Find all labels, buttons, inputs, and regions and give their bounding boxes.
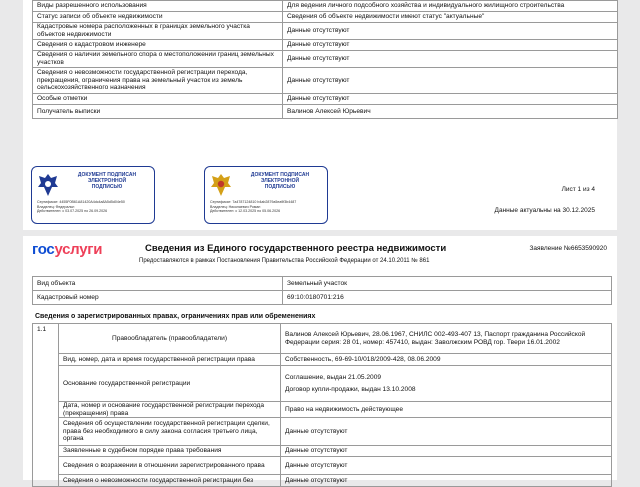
info-row xyxy=(33,12,618,23)
row-label: Дата, номер и основание государственной регистрации перехода (прекращения) права xyxy=(59,402,281,418)
row-value: Данные отсутствуют xyxy=(283,23,618,40)
value-line: Данные отсутствуют xyxy=(285,476,348,484)
gosuslugi-logo: госуслуги xyxy=(32,241,103,258)
value-line: Данные отсутствуют xyxy=(285,427,348,435)
statement-page-2 xyxy=(23,236,617,484)
row-label: Сведения об осуществлении государственной регистрации сделки, права без необходимого в силу закона согласия третьего лица, органа xyxy=(59,418,281,446)
legal-basis-note: Предоставляются в рамках Постановления Правительства Российской Федерации от 24.10.2011 № 861 xyxy=(139,258,430,264)
row-value: Земельный участок xyxy=(283,277,612,291)
row-label: Кадастровый номер xyxy=(33,291,283,305)
object-info-table xyxy=(32,276,612,305)
row-value xyxy=(281,418,612,446)
row-value: 69:10:0180701:216 xyxy=(283,291,612,305)
value-line: Данные отсутствуют xyxy=(285,447,348,455)
row-label: Получатель выписки xyxy=(33,105,283,119)
certificate-details: Сертификат: 7a4787124810 b4ab2879a5ea9f3b4487 Владелец: Николаевич Роман Действителен: с 12.03.2025 по 05.06.2026 xyxy=(210,200,297,214)
statement-page-1 xyxy=(23,0,617,230)
rights-section-heading: Сведения о зарегистрированных правах, ограничениях прав или обременениях xyxy=(35,313,316,320)
rights-row xyxy=(33,366,612,402)
row-value xyxy=(281,354,612,366)
row-value xyxy=(281,446,612,457)
rights-row xyxy=(33,457,612,475)
info-row xyxy=(33,68,618,94)
row-value: Данные отсутствуют xyxy=(283,51,618,68)
info-row xyxy=(33,23,618,40)
info-row xyxy=(33,1,618,12)
object-row xyxy=(33,291,612,305)
row-label: Основание государственной регистрации xyxy=(59,366,281,402)
e-signature-stamp-2: ДОКУМЕНТ ПОДПИСАН ЭЛЕКТРОННОЙ ПОДПИСЬЮ Сертификат: 7a4787124810 b4ab2879a5ea9f3b4487 Владелец: Николаевич Роман Действителен: с 12.03.2025 по 05.06.2026 xyxy=(204,166,328,224)
rights-row xyxy=(33,354,612,366)
row-value xyxy=(281,324,612,354)
rights-row xyxy=(33,402,612,418)
value-line: Собственность, 69-69-10/018/2009-428, 08.06.2009 xyxy=(285,355,441,363)
info-row xyxy=(33,105,618,119)
row-label: Статус записи об объекте недвижимости xyxy=(33,12,283,23)
row-label: Заявленные в судебном порядке права требования xyxy=(59,446,281,457)
object-row xyxy=(33,277,612,291)
row-label: Сведения о кадастровом инженере xyxy=(33,40,283,51)
row-value xyxy=(281,402,612,418)
rights-row xyxy=(33,418,612,446)
value-line: Валинов Алексей Юрьевич, 28.06.1967, СНИЛС 002-493-407 13, Паспорт гражданина Российской Федерации серия: 28 01, номер: 457410, выдан: Заволжским РОВД гор. Твери 16.01.2002 xyxy=(285,330,586,346)
certificate-details: Сертификат: 4455F0B61A81420A4dc4a8A5d5d04e50 Владелец: Федеральн Действителен: с 03.07.2025 по 26.09.2026 xyxy=(37,200,125,214)
row-label: Вид, номер, дата и время государственной регистрации права xyxy=(59,354,281,366)
row-value xyxy=(281,475,612,487)
page-counter: Лист 1 из 4 xyxy=(561,186,595,193)
rights-row xyxy=(33,324,612,354)
row-label: Сведения о невозможности государственной регистрации перехода, прекращения, ограничения права на земельный участок из земель сельскохозяйственного назначения xyxy=(33,68,283,94)
row-label: Кадастровые номера расположенных в границах земельного участка объектов недвижимости xyxy=(33,23,283,40)
row-label: Вид объекта xyxy=(33,277,283,291)
value-line: Договор купли-продажи, выдан 13.10.2008 xyxy=(285,385,416,393)
info-row xyxy=(33,94,618,105)
row-value: Валинов Алексей Юрьевич xyxy=(283,105,618,119)
row-label: Особые отметки xyxy=(33,94,283,105)
info-row xyxy=(33,40,618,51)
e-signature-stamp-1: ДОКУМЕНТ ПОДПИСАН ЭЛЕКТРОННОЙ ПОДПИСЬЮ Сертификат: 4455F0B61A81420A4dc4a8A5d5d04e50 Владелец: Федеральн Действителен: с 03.07.2025 по 26.09.2026 xyxy=(31,166,155,224)
row-value xyxy=(281,366,612,402)
value-line: Соглашение, выдан 21.05.2009 xyxy=(285,373,382,381)
row-label: Сведения о наличии земельного спора о местоположении границ земельных участков xyxy=(33,51,283,68)
coat-of-arms-icon xyxy=(209,172,233,198)
rights-row xyxy=(33,475,612,487)
row-label: Виды разрешенного использования xyxy=(33,1,283,12)
statement-number: Заявление №6653590920 xyxy=(529,245,607,252)
row-value xyxy=(281,457,612,475)
top-info-table xyxy=(32,0,618,119)
document-title: Сведения из Единого государственного реестра недвижимости xyxy=(145,243,447,254)
info-row xyxy=(33,51,618,68)
row-value: Сведения об объекте недвижимости имеют статус "актуальные" xyxy=(283,12,618,23)
row-label: Сведения о возражении в отношении зарегистрированного права xyxy=(59,457,281,475)
row-label: Сведения о невозможности государственной регистрации без xyxy=(59,475,281,487)
row-label: Правообладатель (правообладатели) xyxy=(59,324,281,354)
eagle-emblem-icon xyxy=(36,172,60,198)
rights-number: 1.1 xyxy=(33,324,59,487)
value-line: Право на недвижимость действующее xyxy=(285,405,404,413)
row-value: Для ведения личного подсобного хозяйства и индивидуального жилищного строительства xyxy=(283,1,618,12)
rights-row xyxy=(33,446,612,457)
value-line: Данные отсутствуют xyxy=(285,461,348,469)
row-value: Данные отсутствуют xyxy=(283,40,618,51)
row-value: Данные отсутствуют xyxy=(283,68,618,94)
rights-table xyxy=(32,323,612,487)
data-actual-date: Данные актуальны на 30.12.2025 xyxy=(494,207,595,214)
row-value: Данные отсутствуют xyxy=(283,94,618,105)
